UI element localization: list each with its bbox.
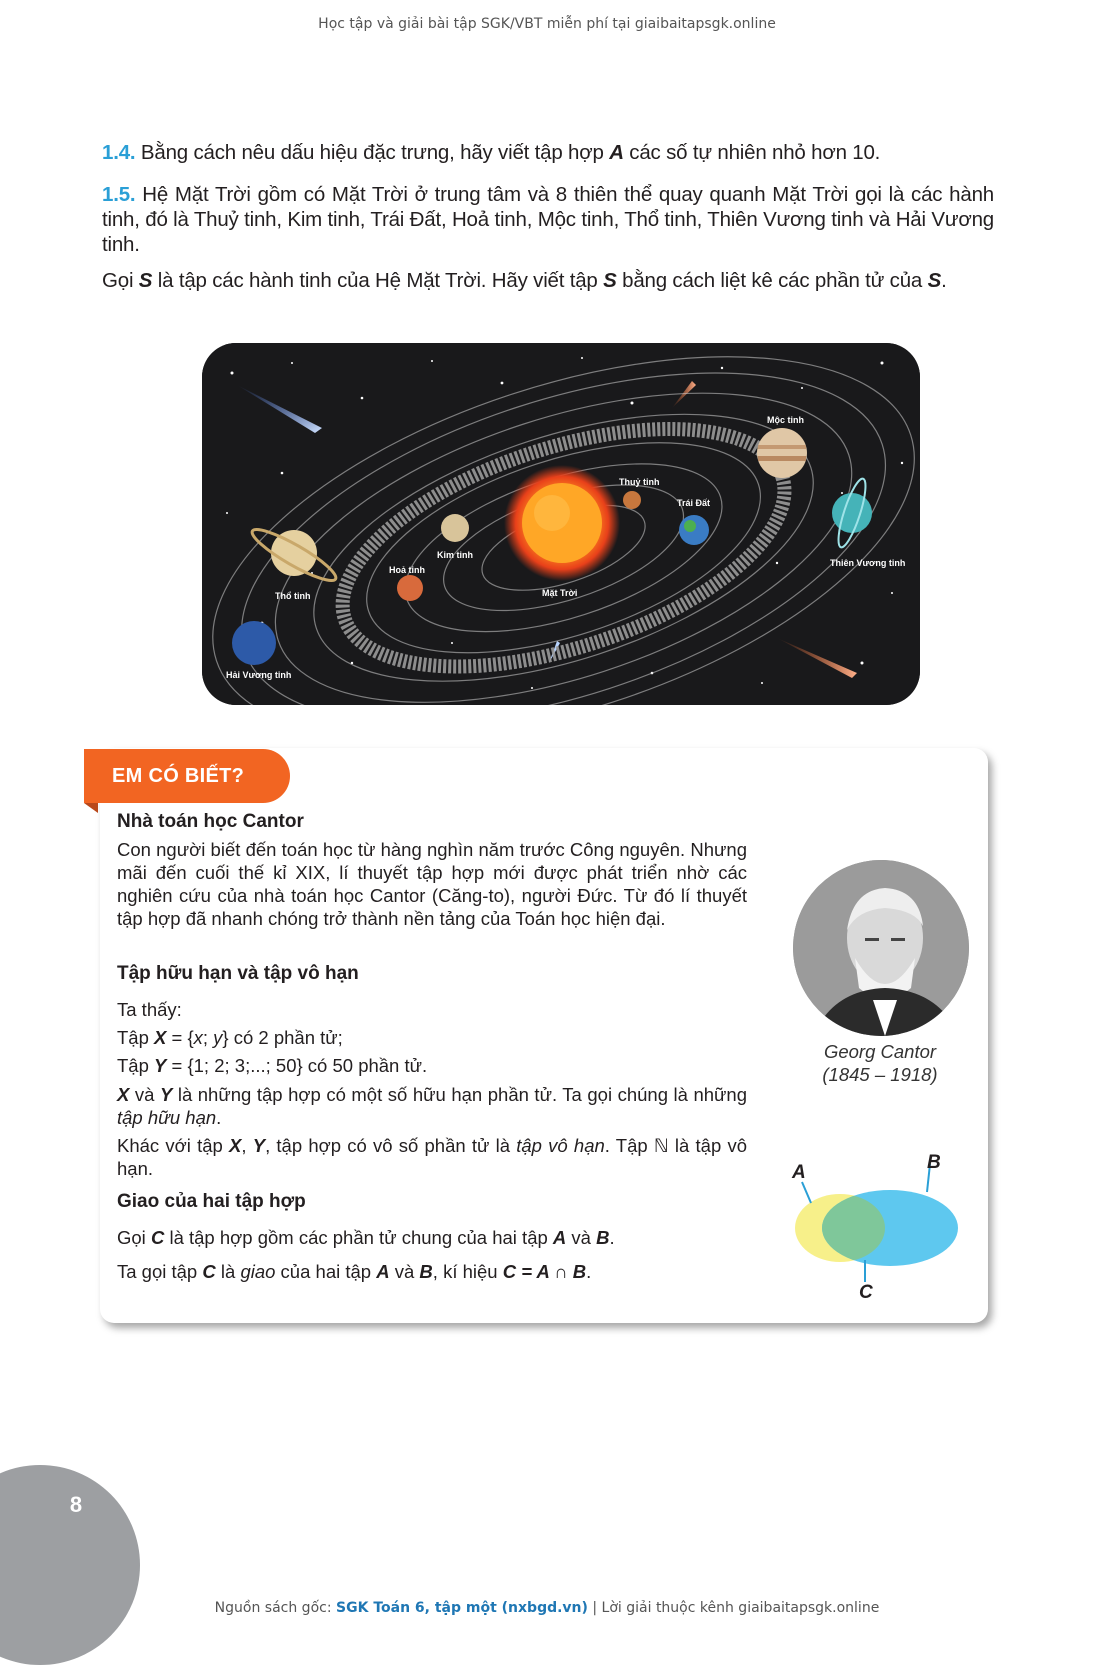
exercise-1-4: 1.4. Bằng cách nêu dấu hiệu đặc trưng, hãy viết tập hợp A các số tự nhiên nhỏ hơn 10. <box>102 141 881 164</box>
paragraph-intersection-def: Gọi C là tập hợp gồm các phần tử chung của hai tập A và B. <box>117 1227 615 1248</box>
paragraph-cantor: Con người biết đến toán học từ hàng nghìn năm trước Công nguyên. Nhưng mãi đến cuối thế kỉ XIX, lí thuyết tập hợp mới được phát triển nhờ các nghiên cứu của nhà toán học Cantor (Căng-to), người Đức. Từ đó lí thuyết tập hợp đã nhanh chóng trở thành nền tảng của Toán học hiện đại. <box>117 839 747 929</box>
label-sun: Mặt Trời <box>542 588 578 598</box>
neptune <box>232 621 276 665</box>
label-earth: Trái Đất <box>677 498 711 508</box>
mars <box>397 575 423 601</box>
paragraph-set-y: Tập Y = {1; 2; 3;...; 50} có 50 phần tử. <box>117 1055 428 1076</box>
heading-finite-infinite: Tập hữu hạn và tập vô hạn <box>117 963 359 984</box>
footer-source-link[interactable]: SGK Toán 6, tập một (nxbgd.vn) <box>336 1600 588 1616</box>
exercise-1-5-question: Gọi S là tập các hành tinh của Hệ Mặt Trời. Hãy viết tập S bằng cách liệt kê các phần tử của S. <box>102 269 947 292</box>
label-mars: Hoả tinh <box>389 565 425 575</box>
label-jupiter: Mộc tinh <box>767 415 804 425</box>
venn-label-b: B <box>927 1152 941 1173</box>
portrait-caption: Georg Cantor (1845 – 1918) <box>822 1041 938 1085</box>
heading-cantor: Nhà toán học Cantor <box>117 811 304 832</box>
venus <box>441 514 469 542</box>
label-venus: Kim tinh <box>437 550 473 560</box>
did-you-know-tag: EM CÓ BIẾT? <box>84 749 290 803</box>
venn-label-a: A <box>792 1162 806 1183</box>
label-uranus: Thiên Vương tinh <box>830 558 906 568</box>
uranus <box>832 493 872 533</box>
label-mercury: Thuỷ tinh <box>619 477 660 487</box>
footer: Nguồn sách gốc: SGK Toán 6, tập một (nxbgd.vn) | Lời giải thuộc kênh giaibaitapsgk.online <box>214 1600 880 1616</box>
page-number: 8 <box>69 1492 83 1517</box>
exercise-1-5: 1.5. Hệ Mặt Trời gồm có Mặt Trời ở trung tâm và 8 thiên thể quay quanh Mặt Trời gọi là các hành tinh, đó là Thuỷ tinh, Kim tinh, Trái Đất, Hoả tinh, Mộc tinh, Thổ tinh, Thiên Vương tinh và Hải Vương tinh. <box>102 183 994 256</box>
jupiter <box>757 428 807 478</box>
header-note: Học tập và giải bài tập SGK/VBT miễn phí tại giaibaitapsgk.online <box>318 16 776 32</box>
venn-label-c: C <box>859 1282 873 1298</box>
label-neptune: Hải Vương tinh <box>226 670 292 680</box>
solar-system-image <box>202 343 920 705</box>
tag-fold <box>84 803 98 813</box>
paragraph-set-x: Tập X = {x; y} có 2 phần tử; <box>117 1027 343 1048</box>
paragraph-we-see: Ta thấy: <box>117 999 182 1020</box>
paragraph-infinite: Khác với tập X, Y, tập hợp có vô số phần tử là tập vô hạn. Tập ℕ là tập vô hạn. <box>117 1135 747 1179</box>
paragraph-intersection-notation: Ta gọi tập C là giao của hai tập A và B, kí hiệu C = A ∩ B. <box>117 1261 592 1282</box>
cantor-portrait <box>793 860 969 1036</box>
exercise-number: 1.4. <box>102 141 136 164</box>
mercury <box>623 491 641 509</box>
heading-intersection: Giao của hai tập hợp <box>117 1191 306 1212</box>
paragraph-finite: X và Y là những tập hợp có một số hữu hạn phần tử. Ta gọi chúng là những tập hữu hạn. <box>117 1084 747 1128</box>
exercise-number: 1.5. <box>102 183 136 206</box>
venn-diagram <box>782 1148 982 1303</box>
label-saturn: Thổ tinh <box>275 591 311 601</box>
